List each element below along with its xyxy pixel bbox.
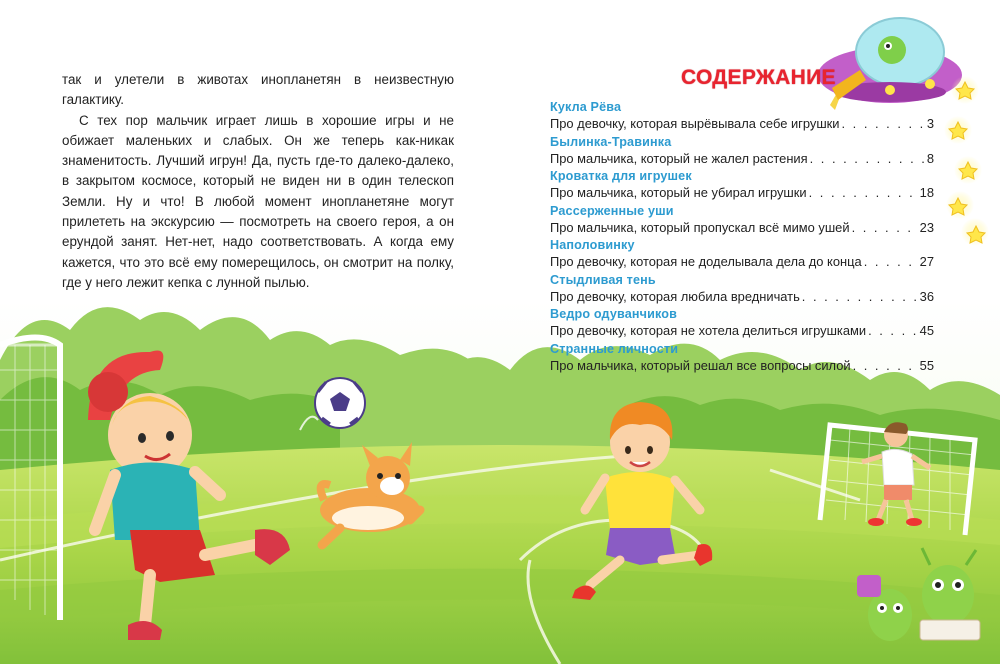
toc-entry-title: Ведро одуванчиков [550, 307, 678, 321]
toc-leader-dots [853, 357, 918, 374]
toc-leader-dots [842, 115, 925, 132]
story-paragraph: так и улетели в животах инопланетян в неизвестную галактику. [62, 72, 454, 108]
toc-entry[interactable] [550, 238, 934, 273]
toc-entry[interactable] [550, 342, 934, 377]
toc-entry-title: Странные личности [550, 341, 679, 356]
toc-entry-title: Былинка-Травинка [550, 134, 672, 149]
toc-entry-line [550, 184, 934, 201]
toc-entry[interactable] [550, 169, 934, 204]
table-of-contents [550, 100, 934, 376]
toc-entry[interactable] [550, 204, 934, 239]
star-trail [944, 76, 989, 246]
toc-entry-description: Про мальчика, который не жалел растения [550, 150, 808, 166]
toc-entry[interactable] [550, 135, 934, 170]
toc-entry-title: Рассерженные уши [550, 203, 674, 218]
toc-title: СОДЕРЖАНИЕ [681, 66, 836, 89]
toc-entry-description: Про девочку, которая не хотела делиться игрушками [550, 323, 867, 338]
toc-entry-line [550, 219, 934, 236]
toc-entry-line [550, 115, 934, 132]
toc-page-number: 55 [919, 357, 934, 373]
toc-entry-title: Кукла Рёва [550, 100, 622, 114]
toc-entry-description: Про девочку, которая любила вредничать [550, 288, 800, 304]
toc-page-number: 23 [919, 219, 934, 235]
ufo-icon [818, 18, 962, 110]
toc-entry-title: Стыдливая тень [550, 272, 656, 287]
toc-entry-title: Кроватка для игрушек [550, 169, 692, 183]
toc-entry-line [550, 288, 934, 305]
toc-entry-description: Про мальчика, который не убирал игрушки [550, 185, 807, 200]
toc-leader-dots [802, 288, 918, 305]
toc-entry[interactable] [550, 307, 934, 342]
toc-page-number: 27 [919, 254, 934, 269]
toc-entry-line [550, 322, 934, 339]
toc-entry-description: Про мальчика, который решал все вопросы силой [550, 357, 851, 373]
toc-entry-description: Про девочку, которая вырёвывала себе игрушки [550, 116, 840, 131]
toc-entry[interactable] [550, 100, 934, 135]
toc-entry-line [550, 357, 934, 374]
toc-leader-dots [810, 150, 925, 167]
toc-page-number: 45 [919, 323, 934, 338]
toc-leader-dots [809, 184, 918, 201]
story-paragraph: С тех пор мальчик играет лишь в хорошие игры и не обижает маленьких и слабых. Он же теперь как-никак знаменитость. Лучший игрун! Да, пусть где-то далеко-далеко, в закрытом космосе, который не виден ни в один телескоп Земли. Ну и что! В любой момент инопланетяне могут прилететь на экскурсию — посмотреть на своего героя, а он ерундой занят. Нет-нет, надо соответствовать. А когда ему кажется, что это всё ему померещилось, он смотрит на полку, где у него лежит кепка с лунной пылью. [62, 112, 454, 290]
toc-entry-line [550, 150, 934, 167]
toc-page-number: 18 [919, 185, 934, 200]
toc-leader-dots [868, 322, 918, 339]
toc-leader-dots [864, 253, 918, 270]
toc-entry-title: Наполовинку [550, 238, 635, 252]
story-text [62, 70, 454, 293]
toc-entry[interactable] [550, 273, 934, 308]
toc-entry-line [550, 253, 934, 270]
toc-leader-dots [852, 219, 918, 236]
toc-page-number: 8 [926, 150, 934, 166]
toc-entry-description: Про девочку, которая не доделывала дела до конца [550, 254, 862, 269]
toc-page-number: 3 [926, 116, 934, 131]
toc-entry-description: Про мальчика, который пропускал всё мимо ушей [550, 219, 850, 235]
toc-page-number: 36 [919, 288, 934, 304]
